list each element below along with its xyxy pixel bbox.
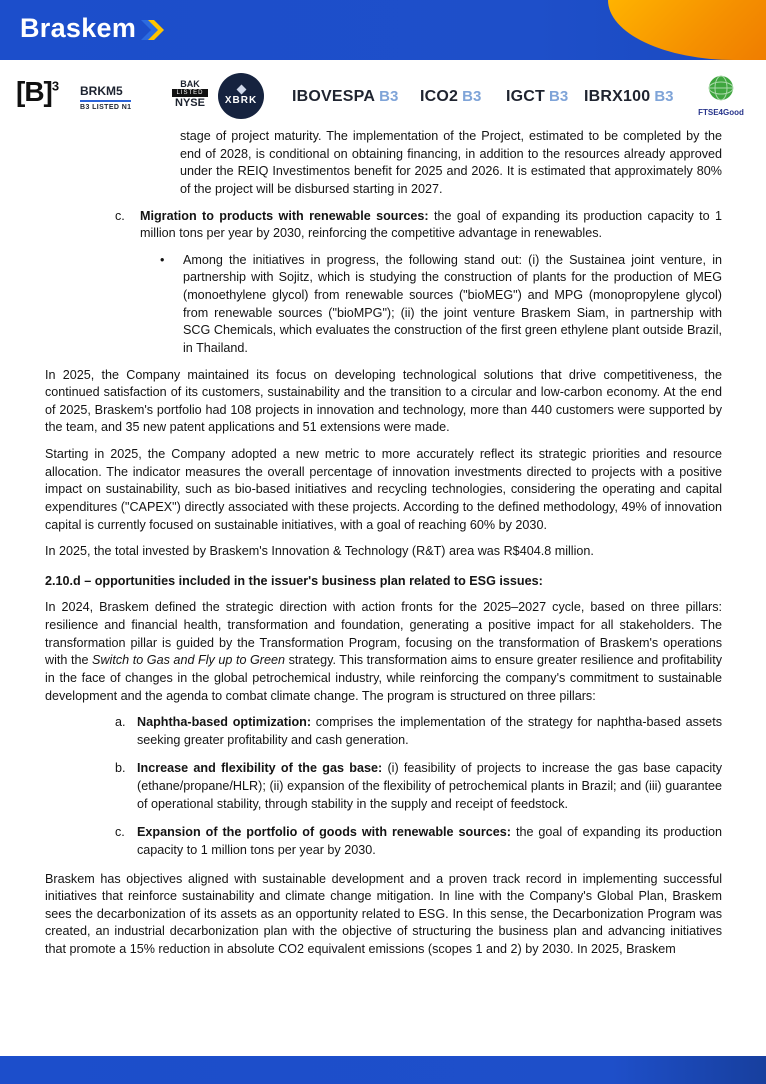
list-item-a-rest: comprises the implementation of the strategy for naphtha-based assets seeking greater profitability and cash generation. xyxy=(137,715,722,747)
list-item-c-rest: the goal of expanding its production capacity to 1 million tons per year by 2030, reinforcing the competitive advantage in renewables. xyxy=(140,208,722,241)
list-item-b-bold: Increase and flexibility of the gas base: xyxy=(137,761,383,776)
ibrx100-name: IBRX100 xyxy=(584,88,651,105)
list-item-a-text xyxy=(137,714,722,749)
xbrk-diamond-icon xyxy=(236,85,246,95)
ftse4good-logo xyxy=(692,75,750,117)
braskem-arrow-icon xyxy=(141,19,165,41)
ftse-globe-icon xyxy=(708,88,734,105)
list-item-c2-bold: Expansion of the portfolio of goods with renewable sources: xyxy=(137,825,511,840)
ibrx100-b3-suffix: B3 xyxy=(654,88,674,105)
brkm5-listing-badge xyxy=(80,84,131,111)
paragraph-2025-focus: In 2025, the Company maintained its focus on developing technological solutions that drive competitiveness, the continued satisfaction of its customers, sustainability and the transition to a circular and low-carbon economy. At the end of 2025, Braskem's portfolio had 108 projects in innovation and technology, more than 440 customers were supported by the team, and 35 new patent applications and 51 extensions were made. xyxy=(45,367,722,435)
p4-after: strategy. This transformation aims to ensure greater resilience and profitability in the face of changes in the global petrochemical industry, while reinforcing the company's commitment to sustainable development and the agenda to combat climate change. The program is structured on three pillars: xyxy=(45,653,722,703)
ibovespa-b3-suffix: B3 xyxy=(379,88,399,105)
orange-swoosh-decoration xyxy=(608,0,766,60)
page-footer-bar xyxy=(0,1056,766,1084)
bullet-marker: • xyxy=(160,252,165,267)
list-item-c2-text xyxy=(137,824,722,859)
braskem-logo-text: Braskem xyxy=(20,13,137,43)
list-marker-c: c. xyxy=(115,208,125,223)
braskem-logo xyxy=(20,13,165,44)
list-marker-a: a. xyxy=(115,715,126,730)
b3-logo xyxy=(16,76,58,108)
igct-b3-suffix: B3 xyxy=(549,88,569,105)
list-item-c-text xyxy=(140,208,722,243)
nyse-exchange-label: NYSE xyxy=(175,97,205,109)
igct-name: IGCT xyxy=(506,88,546,105)
ico2-name: ICO2 xyxy=(420,88,459,105)
list-item-b-rest: (i) feasibility of projects to increase the gas base capacity (ethane/propane/HLR); (ii) expansion of the flexibility of petrochemical plants in Brazil; and (iii) guarantee of operational stability, through stability in the supply and receipt of feedstock. xyxy=(137,761,722,811)
nyse-listing-badge xyxy=(172,79,208,109)
logo-strip xyxy=(0,68,766,124)
ico2-b3-suffix: B3 xyxy=(462,88,482,105)
bullet-text: Among the initiatives in progress, the following stand out: (i) the Sustainea joint venture, in partnership with Sojitz, which is studying the construction of plants for the production of MEG (monoethylene glycol) from renewable sources ("bioMEG") and MPG (monopropylene glycol) from renewable sources ("bioMPG"); (ii) the joint venture Braskem Siam, in partnership with SCG Chemicals, which evaluates the construction of the first green ethylene plant outside Brazil, in Thailand. xyxy=(183,252,722,355)
list-item-b-text xyxy=(137,760,722,813)
list-item-b-gas-base xyxy=(115,760,722,813)
list-item-a-bold: Naphtha-based optimization: xyxy=(137,715,312,730)
xbrk-label: XBRK xyxy=(224,95,258,106)
document-body xyxy=(45,128,722,968)
list-marker-c2: c. xyxy=(115,825,125,840)
paragraph-strategic-direction xyxy=(45,599,722,705)
ibrx100-index-logo xyxy=(584,88,674,106)
p4-before: In 2024, Braskem defined the strategic direction with action fronts for the 2025–2027 cycle, based on three pillars: resilience and financial health, transformation and foundation, generating a positive impact for all stakeholders. The transformation pillar is guided by the Transformation Program, focusing on the transformation of Braskem's operations with the xyxy=(45,600,722,668)
list-item-c-bold: Migration to products with renewable sources: xyxy=(140,208,429,223)
list-marker-b: b. xyxy=(115,761,126,776)
list-item-a-naphtha xyxy=(115,714,722,749)
ibovespa-index-logo xyxy=(292,88,398,106)
igct-index-logo xyxy=(506,88,568,106)
bullet-item-initiatives xyxy=(160,252,722,358)
paragraph-new-metric: Starting in 2025, the Company adopted a new metric to more accurately reflect its strategic priorities and resource allocation. The indicator measures the overall percentage of innovation investments directed to projects with a positive impact on sustainability, such as bio-based initiatives and recycling technologies, considering the operating and capital expenditures ("CAPEX") directly associated with these projects. According to the defined methodology, 49% of innovation capital is currently focused on sustainable initiatives, with a goal of reaching 60% by 2030. xyxy=(45,447,722,532)
p4-italic-strategy-name: Switch to Gas and Fly up to Green xyxy=(92,653,286,668)
nyse-ticker: BAK xyxy=(180,79,200,89)
nyse-listed-label: LISTED xyxy=(172,89,208,97)
list-item-c2-rest: the goal of expanding its production capacity to 1 million tons per year by 2030. xyxy=(137,825,723,857)
ibovespa-name: IBOVESPA xyxy=(292,88,376,105)
paragraph-rt-investment: In 2025, the total invested by Braskem's Innovation & Technology (R&T) area was R$404.8 million. xyxy=(45,544,594,559)
b3-logo-sup: 3 xyxy=(51,78,59,94)
b3-logo-text: [B] xyxy=(16,76,52,107)
page-header xyxy=(0,0,766,60)
xbrk-badge xyxy=(218,73,264,119)
section-heading-2-10-d: 2.10.d – opportunities included in the issuer's business plan related to ESG issues: xyxy=(45,573,543,588)
ico2-index-logo xyxy=(420,88,481,106)
brkm5-listing-label: B3 LISTED N1 xyxy=(80,100,131,111)
list-item-c-migration xyxy=(115,208,722,243)
brkm5-ticker: BRKM5 xyxy=(80,84,123,98)
list-item-c-renewables xyxy=(115,824,722,859)
paragraph-decarbonization: Braskem has objectives aligned with sustainable development and a proven track record in implementing successful initiatives that reinforce sustainability and climate change mitigation. In line with the Company's Global Plan, Braskem sees the decarbonization of its assets as an opportunity related to ESG. In this sense, the Decarbonization Program was created, an industrial decarbonization plan with the objective of structuring the business plan and advancing initiatives that promote a 15% reduction in absolute CO2 equivalent emissions (scopes 1 and 2) by 2030. In 2025, Braskem xyxy=(45,871,722,956)
paragraph-continuation: stage of project maturity. The implementation of the Project, estimated to be completed by the end of 2028, is conditional on obtaining financing, in addition to the resources already approved under the REIQ Investimentos benefit for 2025 and 2026. It is estimated that approximately 80% of the project will be disbursed starting in 2027. xyxy=(180,129,722,196)
ftse4good-label: FTSE4Good xyxy=(698,108,744,117)
